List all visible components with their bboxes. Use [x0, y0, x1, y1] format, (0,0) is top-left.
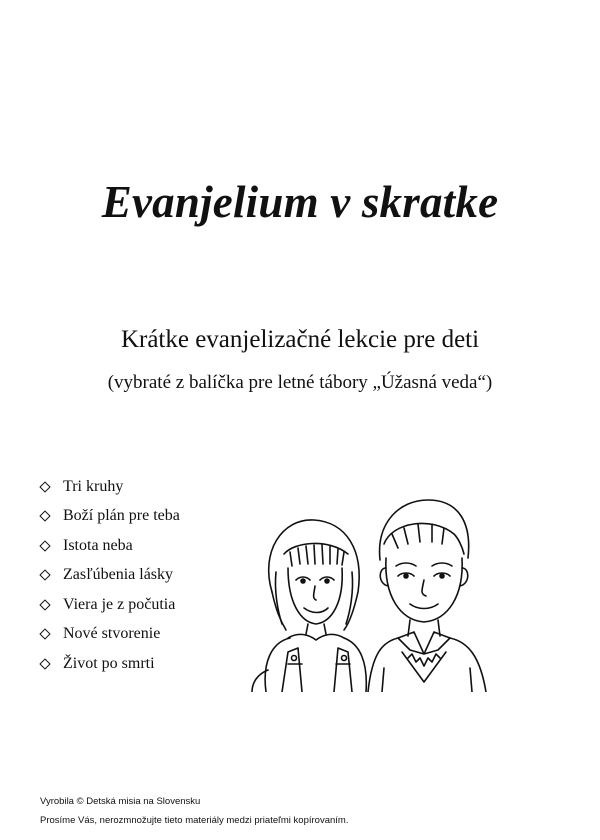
lesson-label: Viera je z počutia	[63, 595, 176, 613]
subnote: (vybraté z balíčka pre letné tábory „Úžasná veda“)	[107, 372, 493, 393]
diamond-bullet-icon	[39, 481, 50, 492]
diamond-bullet-icon	[39, 658, 50, 669]
lesson-list	[38, 472, 180, 679]
diamond-bullet-icon	[39, 511, 50, 522]
copy-notice: Prosíme Vás, nerozmnožujte tieto materiály medzi priateľmi kopírovaním.	[40, 815, 349, 826]
publisher-line: Vyrobila © Detská misia na Slovensku	[40, 796, 201, 807]
list-item	[38, 649, 180, 679]
subtitle: Krátke evanjelizačné lekcie pre deti	[120, 326, 480, 353]
list-item	[38, 620, 180, 650]
list-item	[38, 590, 180, 620]
lesson-label: Tri kruhy	[63, 477, 124, 495]
diamond-bullet-icon	[39, 540, 50, 551]
list-item	[38, 561, 180, 591]
lesson-label: Istota neba	[63, 536, 133, 554]
diamond-bullet-icon	[39, 570, 50, 581]
list-item	[38, 531, 180, 561]
lesson-label: Život po smrti	[63, 654, 155, 672]
lesson-label: Zasľúbenia lásky	[63, 566, 174, 584]
lesson-label: Boží plán pre teba	[63, 507, 180, 525]
lesson-label: Nové stvorenie	[63, 625, 161, 643]
diamond-bullet-icon	[39, 629, 50, 640]
list-item	[38, 502, 180, 532]
footer	[40, 792, 348, 830]
page-title: Evanjelium v skratke	[101, 177, 499, 227]
list-item	[38, 472, 180, 502]
children-illustration-icon	[232, 492, 492, 692]
boy-figure-icon	[368, 500, 486, 692]
diamond-bullet-icon	[39, 599, 50, 610]
girl-figure-icon	[252, 520, 366, 692]
